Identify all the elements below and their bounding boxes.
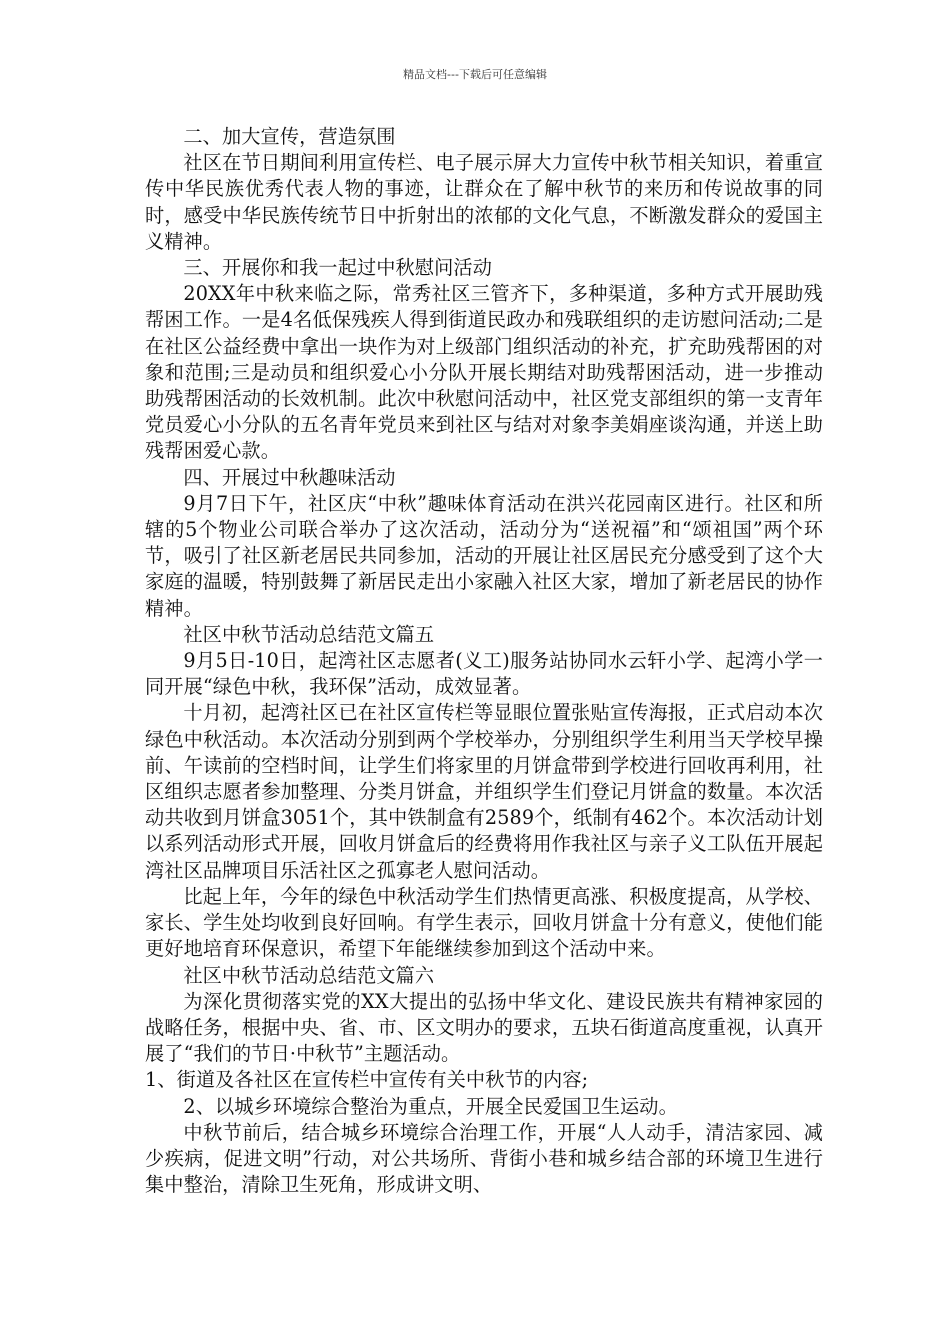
paragraph: 20XX年中秋来临之际，常秀社区三管齐下，多种渠道，多种方式开展助残帮困工作。一是4名低保残疾人得到街道民政办和残联组织的走访慰问活动;二是在社区公益经费中拿出一块作为对上级部门组织活动的补充，扩充助残帮困的对象和范围;三是动员和组织爱心小分队开展长期结对助残帮困活动，进一步推动助残帮困活动的长效机制。此次中秋慰问活动中，社区党支部组织的第一支青年党员爱心小分队的五名青年党员来到社区与结对对象李美娟座谈沟通，并送上助残帮困爱心款。 bbox=[145, 282, 823, 463]
paragraph: 2、以城乡环境综合整治为重点，开展全民爱国卫生运动。 bbox=[183, 1094, 678, 1118]
paragraph: 社区在节日期间利用宣传栏、电子展示屏大力宣传中秋节相关知识，着重宣传中华民族优秀代表人物的事迹，让群众在了解中秋节的来历和传说故事的同时，感受中华民族传统节日中折射出的浓郁的文化气息，不断激发群众的爱国主义精神。 bbox=[145, 151, 823, 253]
paragraph: 四、开展过中秋趣味活动 bbox=[183, 465, 396, 489]
paragraph: 三、开展你和我一起过中秋慰问活动 bbox=[183, 256, 492, 280]
paragraph: 比起上年，今年的绿色中秋活动学生们热情更高涨、积极度提高，从学校、家长、学生处均收到良好回响。有学生表示，回收月饼盒十分有意义，使他们能更好地培育环保意识，希望下年能继续参加到这个活动中来。 bbox=[145, 884, 823, 961]
page-header: 精品文档---下载后可任意编辑 bbox=[403, 68, 547, 81]
paragraph: 9月7日下午，社区庆“中秋”趣味体育活动在洪兴花园南区进行。社区和所辖的5个物业公司联合举办了这次活动，活动分为“送祝福”和“颂祖国”两个环节，吸引了社区新老居民共同参加，活动的开展让社区居民充分感受到了这个大家庭的温暖，特别鼓舞了新居民走出小家融入社区大家，增加了新老居民的协作精神。 bbox=[145, 491, 823, 620]
document-body bbox=[145, 124, 823, 1198]
paragraph: 为深化贯彻落实党的XX大提出的弘扬中华文化、建设民族共有精神家园的战略任务，根据中央、省、市、区文明办的要求，五块石街道高度重视，认真开展了“我们的节日·中秋节”主题活动。 bbox=[145, 989, 823, 1066]
paragraph: 二、加大宣传，营造氛围 bbox=[183, 125, 396, 148]
paragraph: 社区中秋节活动总结范文篇五 bbox=[183, 622, 435, 646]
paragraph: 1、街道及各社区在宣传栏中宣传有关中秋节的内容; bbox=[145, 1068, 589, 1092]
paragraph: 中秋节前后，结合城乡环境综合治理工作，开展“人人动手，清洁家园、减少疾病，促进文明”行动，对公共场所、背街小巷和城乡结合部的环境卫生进行集中整治，清除卫生死角，形成讲文明、 bbox=[145, 1120, 823, 1197]
paragraph: 十月初，起湾社区已在社区宣传栏等显眼位置张贴宣传海报，正式启动本次绿色中秋活动。本次活动分别到两个学校举办，分别组织学生利用当天学校早操前、午读前的空档时间，让学生们将家里的月饼盒带到学校进行回收再利用，社区组织志愿者参加整理、分类月饼盒，并组织学生们登记月饼盒的数量。本次活动共收到月饼盒3051个，其中铁制盒有2589个，纸制有462个。本次活动计划以系列活动形式开展，回收月饼盒后的经费将用作我社区与亲子义工队伍开展起湾社区品牌项目乐活社区之孤寡老人慰问活动。 bbox=[145, 701, 823, 882]
paragraph: 9月5日-10日，起湾社区志愿者(义工)服务站协同水云轩小学、起湾小学一同开展“绿色中秋，我环保”活动，成效显著。 bbox=[145, 649, 823, 699]
paragraph: 社区中秋节活动总结范文篇六 bbox=[183, 963, 435, 987]
